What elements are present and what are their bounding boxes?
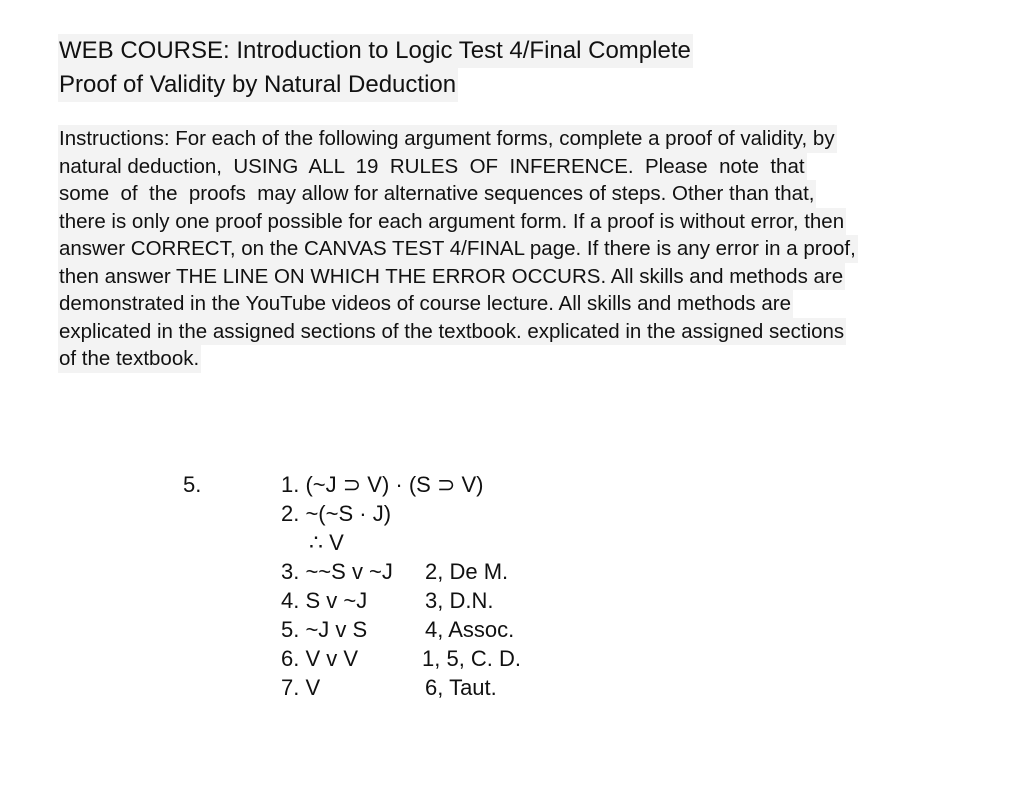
step-justification: 1, 5, C. D. [422,646,522,671]
proof-step-row [281,615,515,644]
proof-step-row [281,644,522,673]
step-justification: 6, Taut. [425,675,497,700]
proof-step-row [281,673,497,702]
step-statement: 6. V v V [281,646,359,671]
instructions-paragraph [58,125,988,373]
step-justification: 3, D.N. [425,588,494,613]
proof-block [281,470,522,702]
instructions-line: demonstrated in the YouTube videos of course lecture. All skills and methods are [58,290,793,318]
instructions-line: explicated in the assigned sections of the textbook. explicated in the assigned sections [58,318,846,346]
instructions-line: of the textbook. [58,345,201,373]
proof-step-row [281,557,509,586]
instructions-line: there is only one proof possible for each argument form. If a proof is without error, then [58,208,846,236]
step-statement: 4. S v ~J [281,588,368,613]
premise-row [281,470,484,499]
title-line-2: Proof of Validity by Natural Deduction [58,68,458,102]
premise-statement: 2. ~(~S · J) [281,501,392,526]
problem-number: 5. [183,472,202,497]
premise-row [281,499,392,528]
title-line-1: WEB COURSE: Introduction to Logic Test 4/Final Complete [58,34,693,68]
instructions-line: then answer THE LINE ON WHICH THE ERROR OCCURS. All skills and methods are [58,263,845,291]
step-justification: 2, De M. [425,559,509,584]
step-justification: 4, Assoc. [425,617,515,642]
instructions-line: some of the proofs may allow for alternative sequences of steps. Other than that, [58,180,816,208]
proof-step-row [281,586,494,615]
instructions-line: natural deduction, USING ALL 19 RULES OF INFERENCE. Please note that [58,153,807,181]
instructions-line: answer CORRECT, on the CANVAS TEST 4/FINAL page. If there is any error in a proof, [58,235,858,263]
conclusion-row [281,528,344,557]
step-statement: 3. ~~S v ~J [281,559,393,584]
step-statement: 5. ~J v S [281,617,368,642]
instructions-line: Instructions: For each of the following argument forms, complete a proof of validity, by [58,125,837,153]
conclusion-statement: ∴ V [309,530,344,555]
step-statement: 7. V [281,675,321,700]
page-title [58,34,693,102]
premise-statement: 1. (~J ⊃ V) · (S ⊃ V) [281,472,484,497]
